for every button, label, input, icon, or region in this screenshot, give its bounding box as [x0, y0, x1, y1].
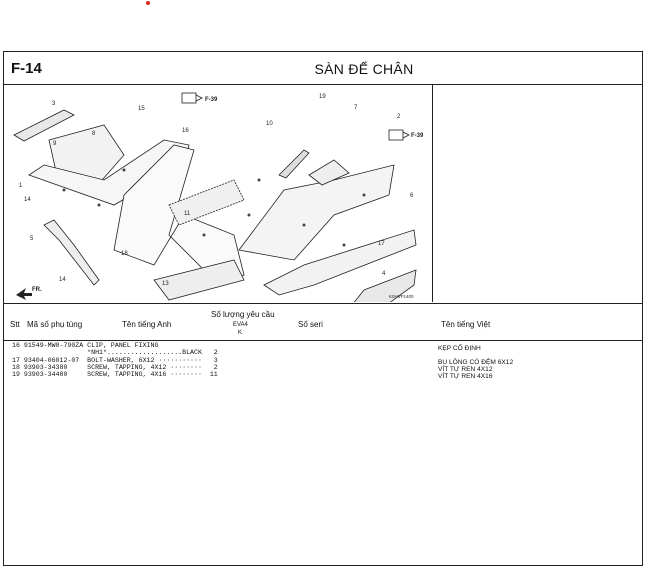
svg-text:4: 4	[382, 271, 386, 277]
part-row-17-vi: BU LÔNG CÓ ĐỆM 6X12	[438, 359, 514, 366]
col-qty-type: K	[238, 330, 243, 336]
svg-text:1: 1	[19, 183, 23, 189]
col-serial: Số seri	[298, 320, 323, 329]
front-direction-label: FR.	[32, 287, 42, 293]
part-row-19-vi: VÍT TỰ REN 4X16	[438, 373, 493, 380]
svg-text:2: 2	[397, 114, 401, 120]
diagram-ref-code: K0HVF1400	[389, 294, 414, 299]
col-qty-model: EVA4	[233, 322, 248, 328]
part-row-16-vi: KẸP CỐ ĐỊNH	[438, 345, 481, 352]
f39-ref-right: F-39	[411, 133, 424, 139]
part-row-16: 16 91549-MW0-790ZA CLIP, PANEL FIXING	[12, 342, 159, 349]
svg-text:10: 10	[266, 121, 273, 127]
svg-text:14: 14	[24, 197, 31, 203]
part-row-18-vi: VÍT TỰ REN 4X12	[438, 366, 493, 373]
col-stt: Stt	[10, 320, 20, 329]
svg-text:19: 19	[319, 94, 326, 100]
part-row-19: 19 93903-34480 SCREW, TAPPING, 4X16 ········ 11	[12, 371, 218, 378]
svg-text:5: 5	[30, 236, 34, 242]
svg-text:9: 9	[53, 141, 57, 147]
svg-text:3: 3	[52, 101, 56, 107]
col-part-no: Mã số phụ tùng	[27, 320, 83, 329]
parts-sheet	[3, 51, 643, 566]
diagram-drawing	[4, 85, 432, 302]
svg-text:15: 15	[138, 106, 145, 112]
svg-text:14: 14	[59, 277, 66, 283]
red-marker-dot	[146, 1, 150, 5]
col-name-en: Tên tiếng Anh	[122, 320, 172, 329]
col-qty-group: Số lượng yêu cầu	[211, 310, 275, 319]
exploded-diagram	[4, 85, 433, 302]
part-row-17: 17 93404-06012-07 BOLT-WASHER, 6X12 ··········· 3	[12, 357, 218, 364]
svg-text:8: 8	[92, 131, 96, 137]
blank-panel	[433, 85, 642, 302]
section-code: F-14	[11, 60, 42, 77]
section-title: SÀN ĐỂ CHÂN	[314, 61, 414, 77]
svg-text:11: 11	[184, 211, 191, 217]
col-name-vi: Tên tiếng Việt	[441, 320, 491, 329]
svg-text:17: 17	[378, 241, 385, 247]
column-headers	[4, 303, 642, 341]
part-row-18: 18 93903-34380 SCREW, TAPPING, 4X12 ········ 2	[12, 364, 218, 371]
svg-text:18: 18	[121, 251, 128, 257]
part-row-16-color: *NH1*...................BLACK 2	[12, 349, 218, 356]
f39-ref-left: F-39	[205, 97, 218, 103]
svg-text:6: 6	[410, 193, 414, 199]
svg-text:7: 7	[354, 105, 358, 111]
svg-text:16: 16	[182, 128, 189, 134]
sheet-header	[4, 52, 642, 85]
svg-text:13: 13	[162, 281, 169, 287]
